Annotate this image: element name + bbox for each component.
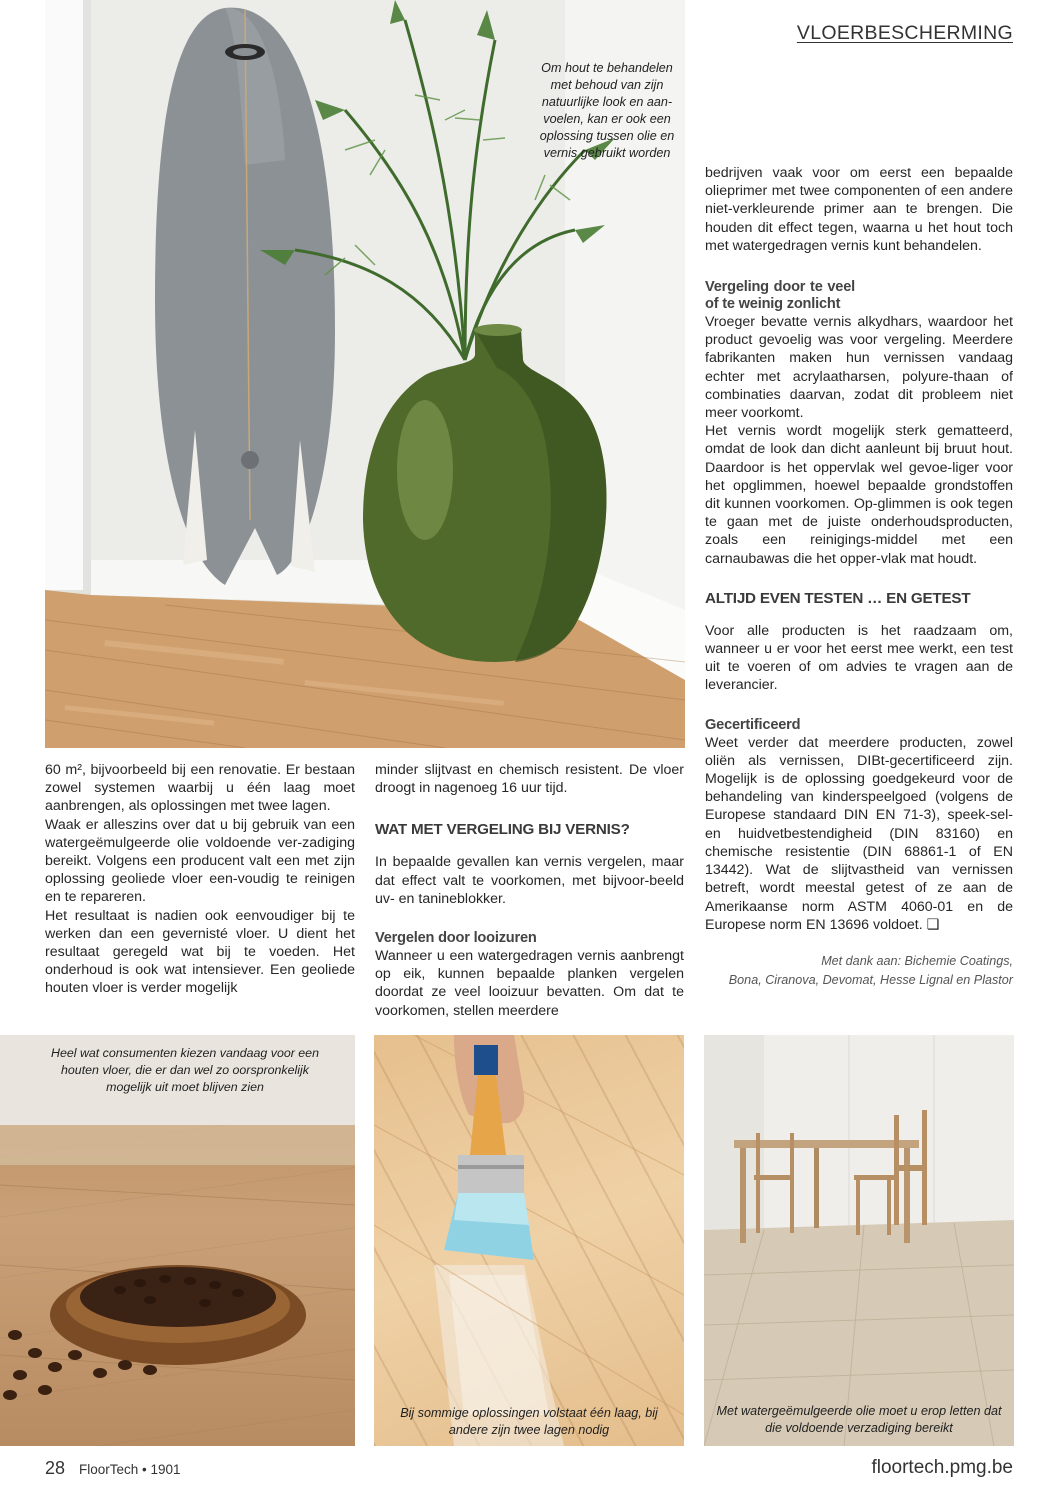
col1-paragraph-1: 60 m², bijvoorbeeld bij een renovatie. Er bestaan zowel systemen waarbij u één laag moet aanbrengen, als oplossingen met twee lagen.	[45, 762, 355, 815]
coffee-photo	[0, 1035, 355, 1446]
credits-line-2: Bona, Ciranova, Devomat, Hesse Lignal en Plastor	[728, 972, 1013, 987]
credits	[705, 952, 1013, 990]
brush-caption: Bij sommige oplossingen volstaat één laag, bij andere zijn twee lagen nodig	[400, 1406, 658, 1437]
end-mark: ❑	[926, 916, 940, 933]
col3-paragraph-4: Voor alle producten is het raadzaam om, wanneer u er voor het eerst mee werkt, een test uit te voeren of om advies te vragen aan de leverancier.	[705, 622, 1013, 694]
col3-paragraph-3: Het vernis wordt mogelijk sterk gematteerd, omdat de look dan dicht aanleunt bij bruut hout. Daardoor is het oppervlak wel gevoe-liger voor het opglimmen, hoewel bepaalde grondstoffen dit kunnen voorkomen. Op-glimmen is ook tegen te gaan met de juiste onderhoudsproducten, zoals een reinigings-middel met een carnaubawas die het opper-vlak mat houdt.	[705, 423, 1013, 567]
col2-heading: WAT MET VERGELING BIJ VERNIS?	[375, 821, 630, 839]
website-link[interactable]: floortech.pmg.be	[871, 1457, 1013, 1478]
credits-line-1: Met dank aan: Bichemie Coatings,	[821, 953, 1013, 968]
col1-paragraph-2: Waak er alleszins over dat u bij gebruik van een watergeëmulgeerde olie voldoende ver-zadiging bereikt. Volgens een producent valt een met zijn oplossing geoliede vloer een-voudig te reinigen en te repareren.	[45, 816, 355, 906]
footer	[45, 1456, 1013, 1486]
column-right	[705, 164, 1013, 990]
column-left	[45, 761, 355, 998]
brush-photo	[374, 1035, 684, 1446]
col2-subhead: Vergelen door looizuren	[375, 930, 537, 947]
col3-subhead-2: Gecertificeerd	[705, 716, 801, 733]
page-number: 28	[45, 1458, 66, 1478]
col2-paragraph-1: minder slijtvast en chemisch resistent. De vloer droogt in nagenoeg 16 uur tijd.	[375, 762, 684, 797]
col3-paragraph-1: bedrijven vaak voor om eerst een bepaalde olieprimer met twee componenten of een andere niet-verkleurende primer aan te brengen. Die houden dit effect tegen, waarna u het hout toch met watergedragen vernis kunt behandelen.	[705, 165, 1013, 254]
col3-paragraph-5: Weet verder dat meerdere producten, zowel oliën als vernissen, DIBt-gecertificeerd zijn. Mogelijk is de oplossing goedgekeurd voor de behandeling van kinderspeelgoed (volgens de Europese standaard DIN EN 71-3), speek-sel- en huidvetbestendigheid (DIN 83160) en chemische resistentie (DIN 68861-1 of EN 13442). Wat de slijtvastheid van vernissen betreft, wordt meestal getest of ze aan de Amerikaanse norm ASTM 4060-01 en de Europese norm EN 13696 voldoet. ❑	[705, 734, 1013, 933]
room-caption: Met watergeëmulgeerde olie moet u erop letten dat die voldoende verzadiging bereikt	[716, 1404, 1002, 1435]
room-photo	[704, 1035, 1014, 1446]
hero-caption: Om hout te behandelen met behoud van zijn natuurlijke look en aan-voelen, kan er ook een oplossing tussen olie en vernis gebruikt worden	[539, 61, 675, 160]
column-middle	[375, 761, 684, 1020]
magazine-issue: FloorTech • 1901	[79, 1462, 181, 1477]
coffee-caption: Heel wat consumenten kiezen vandaag voor een houten vloer, die er dan wel zo oorspronkelijk mogelijk uit moet blijven zien	[51, 1046, 319, 1094]
col1-paragraph-3: Het resultaat is nadien ook eenvoudiger bij te werken dan een gevernisté vloer. U dient het resultaat geregeld wat bij te voeden. Het onderhoud is ook wat intensiever. Een geoliede houten vloer is verder mogelijk	[45, 907, 355, 997]
col3-subhead-1: Vergeling door te veel of te weinig zonlicht	[705, 279, 855, 313]
section-title: VLOERBESCHERMING	[796, 22, 1013, 44]
col3-paragraph-2: Vroeger bevatte vernis alkydhars, waardoor het product gevoelig was voor vergeling. Meerdere fabrikanten maken hun vernissen vandaag echter met acrylaatharsen, polyure-thaan of combinaties daarvan, zodat dit probleem niet meer voorkomt.	[705, 314, 1013, 422]
hero-photo	[45, 0, 685, 748]
col3-heading: ALTIJD EVEN TESTEN … EN GETEST	[705, 589, 971, 607]
col2-paragraph-2: In bepaalde gevallen kan vernis vergelen, maar dat effect valt te voorkomen, met bijvoor-beeld uv- en tanineblokker.	[375, 854, 684, 907]
col2-paragraph-3: Wanneer u een watergedragen vernis aanbrengt op eik, kunnen bepaalde planken vergelen doordat ze veel looizuur bevatten. Om dat te voorkomen, stellen meerdere	[375, 948, 684, 1019]
